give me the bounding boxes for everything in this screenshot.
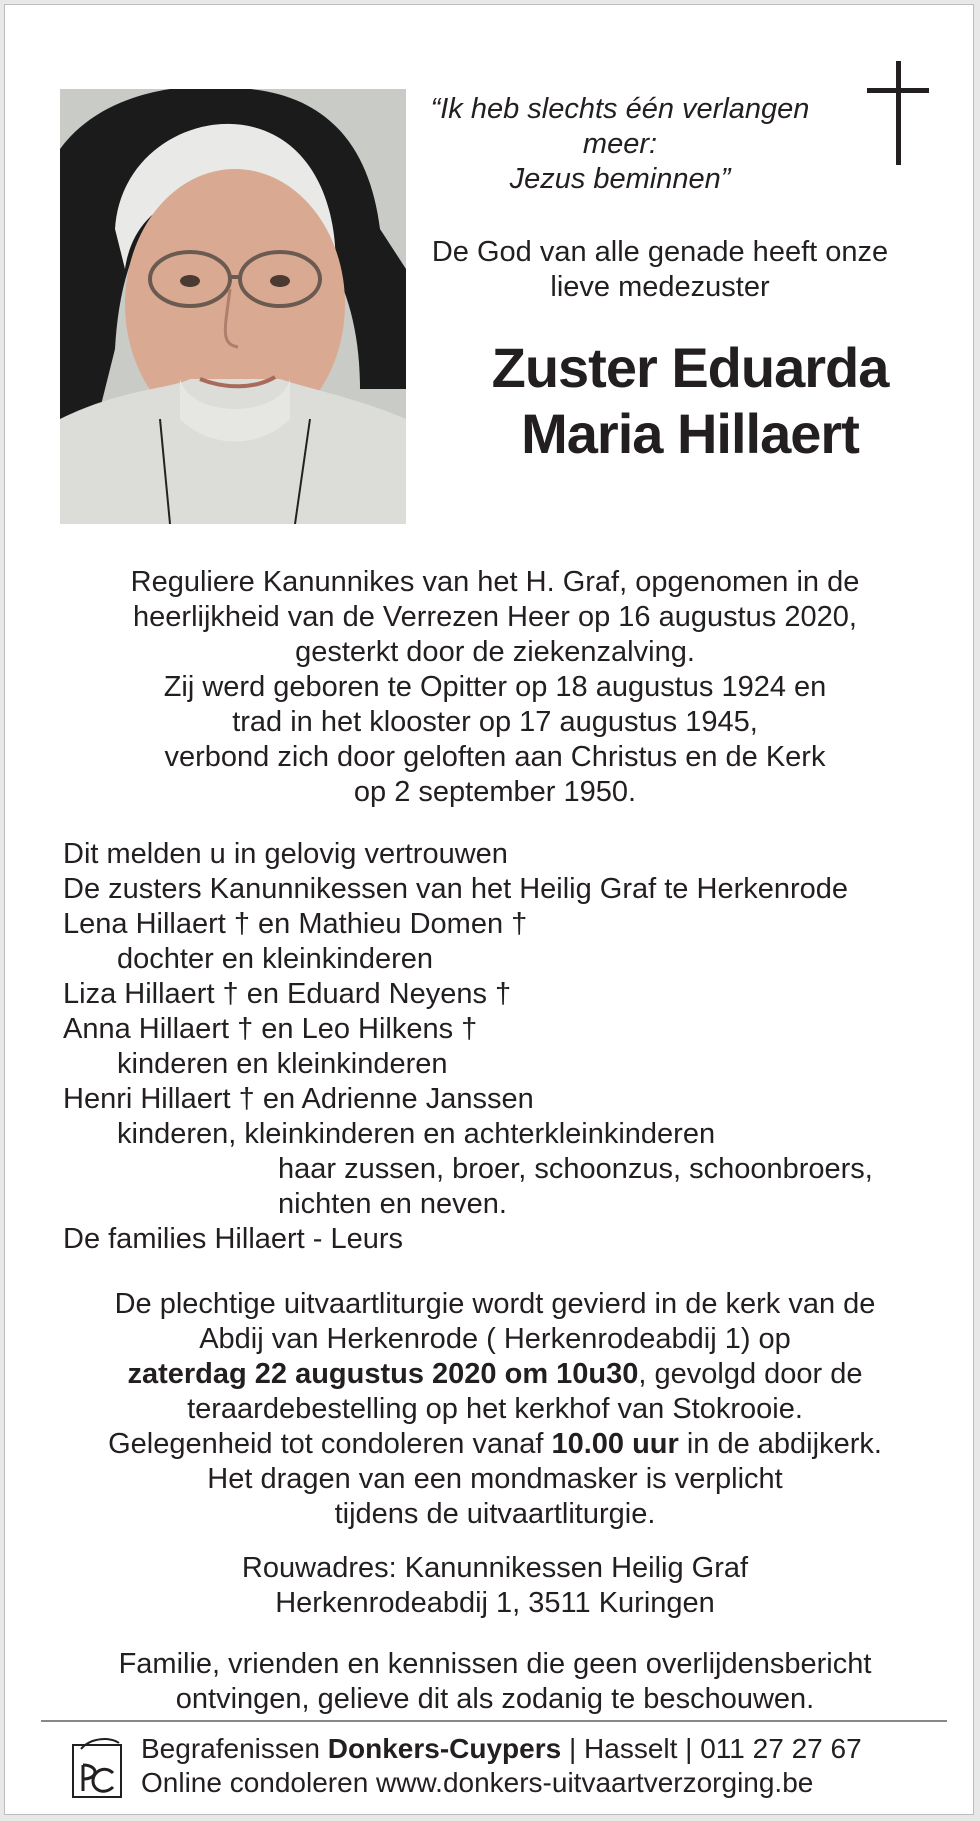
intro-text <box>415 235 905 305</box>
family-line: nichten en neven. <box>278 1188 507 1220</box>
intro-line: De God van alle genade heeft onze <box>431 236 889 268</box>
biography <box>45 565 945 810</box>
company-name: Donkers-Cuypers <box>327 1733 562 1764</box>
bio-line: Zij werd geboren te Opitter op 18 augustus 1924 en <box>163 671 827 703</box>
name-line: Zuster Eduarda <box>491 336 889 399</box>
notice-text <box>45 1647 945 1717</box>
mourning-address <box>45 1551 945 1621</box>
funeral-line: Het dragen van een mondmasker is verplicht <box>207 1463 783 1495</box>
funeral-line: , gevolgd door de <box>638 1358 863 1390</box>
portrait-illustration <box>60 89 406 524</box>
quote-line: meer: <box>582 128 658 160</box>
funeral-line: Abdij van Herkenrode ( Herkenrodeabdij 1) op <box>199 1323 791 1355</box>
family-line: De zusters Kanunnikessen van het Heilig Graf te Herkenrode <box>63 873 849 905</box>
cross-icon <box>867 61 929 165</box>
quote-line: “Ik heb slechts één verlangen <box>430 93 810 125</box>
family-line: Dit melden u in gelovig vertrouwen <box>63 838 508 870</box>
family-line: Lena Hillaert † en Mathieu Domen † <box>63 908 528 940</box>
footer <box>141 1732 961 1800</box>
family-line: kinderen, kleinkinderen en achterkleinkinderen <box>117 1118 716 1150</box>
address-line: Rouwadres: Kanunnikessen Heilig Graf <box>241 1552 749 1584</box>
bio-line: op 2 september 1950. <box>353 776 637 808</box>
funeral-date: zaterdag 22 augustus 2020 om 10u30 <box>127 1358 639 1390</box>
name-line: Maria Hillaert <box>521 402 859 465</box>
quote <box>415 92 825 197</box>
family-list <box>63 837 963 1257</box>
family-line: De families Hillaert - Leurs <box>63 1223 404 1255</box>
funeral-line: tijdens de uitvaartliturgie. <box>334 1498 656 1530</box>
bio-line: heerlijkheid van de Verrezen Heer op 16 augustus 2020, <box>133 601 857 633</box>
bio-line: trad in het klooster op 17 augustus 1945, <box>232 706 758 738</box>
portrait-photo <box>60 89 406 524</box>
family-line: dochter en kleinkinderen <box>117 943 433 975</box>
condolence-time: 10.00 uur <box>551 1428 679 1460</box>
phone-number[interactable]: 011 27 27 67 <box>700 1733 862 1764</box>
website-link[interactable]: www.donkers-uitvaartverzorging.be <box>376 1767 814 1798</box>
funeral-line: De plechtige uitvaartliturgie wordt gevierd in de kerk van de <box>114 1288 876 1320</box>
intro-line: lieve medezuster <box>550 271 770 303</box>
funeral-date-line <box>45 1357 945 1392</box>
footer-line-company: Begrafenissen Donkers-Cuypers | Hasselt | 011 27 27 67 <box>141 1733 862 1764</box>
footer-divider <box>41 1720 947 1722</box>
funeral-home-logo-icon <box>71 1735 123 1799</box>
family-line: kinderen en kleinkinderen <box>117 1048 448 1080</box>
deceased-name <box>425 335 955 467</box>
bio-line: verbond zich door geloften aan Christus en de Kerk <box>164 741 826 773</box>
notice-line: ontvingen, gelieve dit als zodanig te beschouwen. <box>175 1683 815 1715</box>
bio-line: gesterkt door de ziekenzalving. <box>295 636 695 668</box>
family-line: Anna Hillaert † en Leo Hilkens † <box>63 1013 478 1045</box>
condolence-line: Gelegenheid tot condoleren vanaf 10.00 uur in de abdijkerk. <box>108 1428 882 1460</box>
family-line: Henri Hillaert † en Adrienne Janssen <box>63 1083 534 1115</box>
funeral-line: teraardebestelling op het kerkhof van Stokrooie. <box>187 1393 803 1425</box>
footer-line-online: Online condoleren www.donkers-uitvaartverzorging.be <box>141 1767 814 1798</box>
bio-line: Reguliere Kanunnikes van het H. Graf, opgenomen in de <box>130 566 860 598</box>
address-line: Herkenrodeabdij 1, 3511 Kuringen <box>275 1587 715 1619</box>
funeral-details <box>45 1287 945 1532</box>
family-line: haar zussen, broer, schoonzus, schoonbroers, <box>278 1153 873 1185</box>
family-line: Liza Hillaert † en Eduard Neyens † <box>63 978 512 1010</box>
notice-line: Familie, vrienden en kennissen die geen overlijdensbericht <box>118 1648 872 1680</box>
obituary-card <box>4 4 974 1815</box>
quote-line: Jezus beminnen” <box>509 163 731 195</box>
